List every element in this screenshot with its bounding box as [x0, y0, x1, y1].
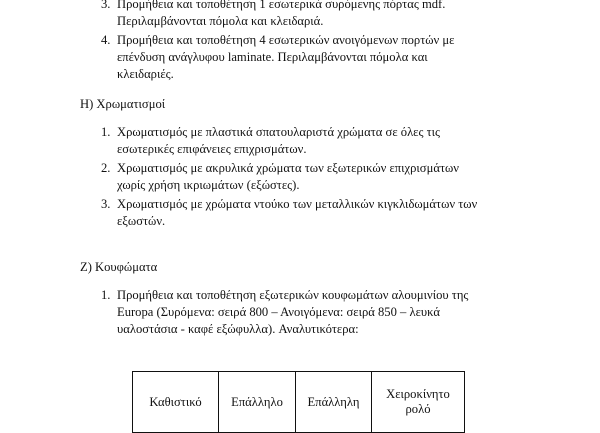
list-item: [101, 196, 481, 230]
list-item-text: Χρωματισμός με χρώματα ντούκο των μεταλλικών κιγκλιδωμάτων των εξωστών.: [117, 197, 478, 228]
list-item: [101, 0, 481, 30]
list-item-text: Προμήθεια και τοποθέτηση 1 εσωτερικά συρόμενης πόρτας mdf. Περιλαμβάνονται πόμολα και κλειδαριά.: [117, 0, 446, 28]
table-header-row: [133, 372, 465, 433]
list-item-text: Χρωματισμός με πλαστικά σπατουλαριστά χρώματα σε όλες τις εσωτερικές επιφάνειες επιχρισμάτων.: [117, 125, 441, 156]
list-item: [101, 32, 481, 83]
doors-list: [101, 0, 481, 85]
list-item: [101, 124, 481, 158]
list-item-number: 1.: [101, 125, 111, 139]
list-item-number: 2.: [101, 161, 111, 175]
list-item-number: 3.: [101, 197, 111, 211]
list-item-text: Χρωματισμός με ακρυλικά χρώματα των εξωτερικών επιχρισμάτων χωρίς χρήση ικριωμάτων (εξώστες).: [117, 161, 459, 192]
list-item-number: 4.: [101, 33, 111, 47]
frames-list: [101, 287, 481, 340]
table-header-cell: Επάλληλο: [219, 372, 296, 433]
list-item: [101, 287, 481, 338]
colors-list: [101, 124, 481, 232]
frames-table: [132, 371, 465, 433]
table-header-cell: Επάλληλη: [296, 372, 372, 433]
list-item-number: 3.: [101, 0, 111, 11]
list-item-number: 1.: [101, 288, 111, 302]
list-item-text: Προμήθεια και τοποθέτηση 4 εσωτερικών ανοιγόμενων πορτών με επένδυση ανάγλυφου laminate. Περιλαμβάνονται πόμολα και κλειδαριές.: [117, 33, 455, 81]
table-header-cell: Καθιστικό: [133, 372, 219, 433]
list-item-text: Προμήθεια και τοποθέτηση εξωτερικών κουφωμάτων αλουμινίου της Europa (Συρόμενα: σειρά 800 – Ανοιγόμενα: σειρά 850 – λευκά υαλοστάσια - καφέ εξώφυλλα). Αναλυτικότερα:: [117, 288, 469, 336]
section-heading-colors: Η) Χρωματισμοί: [80, 97, 166, 111]
table-header-cell: Χειροκίνητο ρολό: [372, 372, 465, 433]
frames-table-wrapper: [132, 371, 465, 433]
list-item: [101, 160, 481, 194]
section-heading-frames: Ζ) Κουφώματα: [80, 260, 158, 274]
